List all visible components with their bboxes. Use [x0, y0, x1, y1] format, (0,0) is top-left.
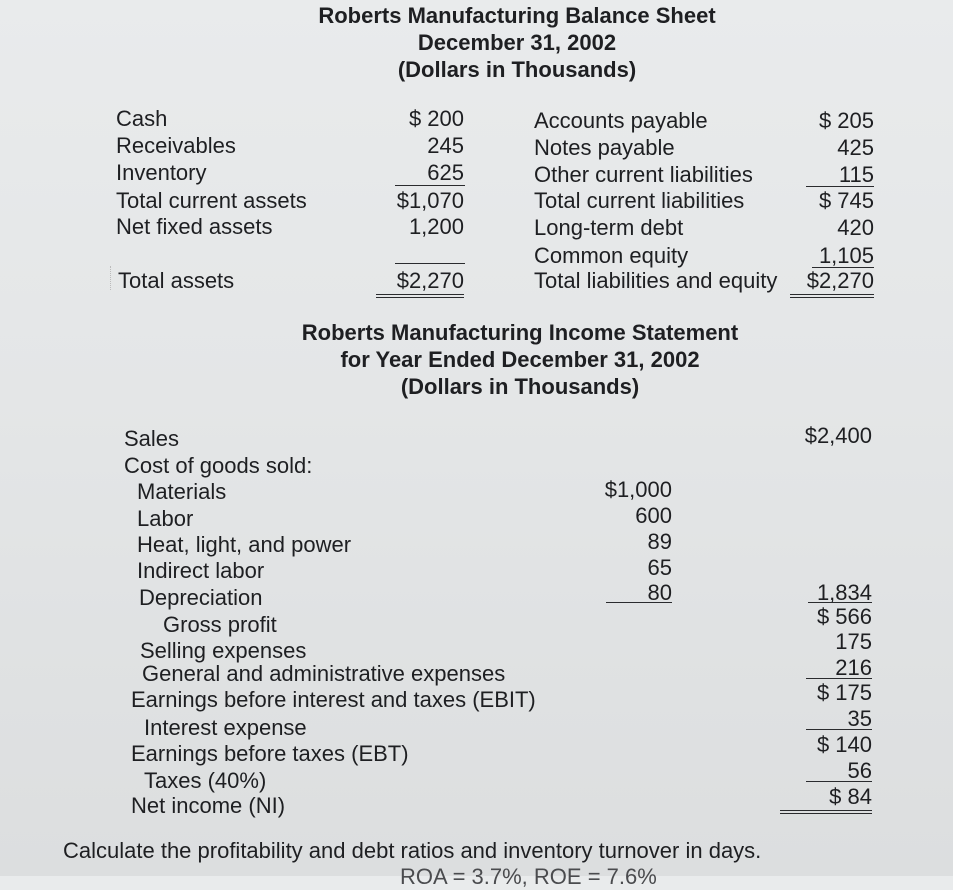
asset-label-total-assets: Total assets — [118, 268, 235, 293]
income-statement-title: Roberts Manufacturing Income Statement — [301, 320, 739, 345]
question-text: Calculate the profitability and debt ratios and inventory turnover in days. — [63, 838, 762, 863]
balance-sheet-title: Roberts Manufacturing Balance Sheet — [318, 3, 716, 28]
is-label-ebit: Earnings before interest and taxes (EBIT) — [131, 687, 536, 712]
depreciation-underline — [606, 602, 672, 603]
sales-value: $2,400 — [804, 423, 872, 448]
liab-value-long-term-debt: 420 — [837, 215, 874, 240]
cogs-label-depreciation: Depreciation — [139, 585, 263, 610]
is-value-interest-expense: 35 — [847, 706, 872, 731]
liab-label-long-term-debt: Long-term debt — [534, 215, 684, 240]
asset-label-receivables: Receivables — [116, 133, 236, 158]
cogs-value-indirect-labor: 65 — [647, 555, 672, 580]
liab-label-notes-payable: Notes payable — [534, 135, 675, 160]
asset-value-net-fixed: 1,200 — [408, 214, 464, 239]
cogs-value-depreciation: 80 — [647, 580, 672, 605]
is-label-taxes: Taxes (40%) — [144, 768, 267, 793]
income-statement-period: for Year Ended December 31, 2002 — [340, 347, 700, 372]
liab-label-total-liab-equity: Total liabilities and equity — [534, 268, 778, 293]
net-fixed-underline — [395, 263, 465, 264]
is-value-ebt: $ 140 — [816, 732, 872, 757]
cogs-label-labor: Labor — [137, 506, 194, 531]
is-label-net-income: Net income (NI) — [131, 793, 286, 818]
asset-value-total-assets: $2,270 — [376, 268, 464, 298]
cogs-total-value: 1,834 — [816, 580, 872, 605]
cogs-value-materials: $1,000 — [604, 477, 672, 502]
asset-value-inventory: 625 — [427, 160, 464, 185]
cogs-label-heat: Heat, light, and power — [137, 532, 352, 557]
liab-value-accounts-payable: $ 205 — [818, 108, 874, 133]
asset-label-net-fixed: Net fixed assets — [116, 214, 273, 239]
is-label-selling-expenses: Selling expenses — [140, 638, 307, 663]
taxes-underline — [806, 781, 872, 782]
cogs-value-heat: 89 — [647, 529, 672, 554]
cogs-header: Cost of goods sold: — [124, 453, 313, 478]
balance-sheet-date: December 31, 2002 — [417, 30, 617, 55]
liab-value-total-current: $ 745 — [818, 188, 874, 213]
is-label-ga-expenses: General and administrative expenses — [142, 661, 506, 686]
cogs-label-materials: Materials — [137, 479, 227, 504]
liab-value-total-liab-equity: $2,270 — [790, 268, 874, 298]
scan-artifact-line — [110, 266, 111, 290]
liab-label-common-equity: Common equity — [534, 243, 689, 268]
income-statement-units: (Dollars in Thousands) — [400, 374, 640, 399]
liab-label-other-current: Other current liabilities — [534, 162, 753, 187]
asset-label-inventory: Inventory — [116, 160, 207, 185]
is-label-gross-profit: Gross profit — [163, 612, 277, 637]
ga-underline — [806, 678, 872, 679]
is-value-taxes: 56 — [847, 758, 872, 783]
cogs-label-indirect-labor: Indirect labor — [137, 558, 265, 583]
is-value-ebit: $ 175 — [816, 680, 872, 705]
is-label-ebt: Earnings before taxes (EBT) — [131, 741, 409, 766]
asset-label-cash: Cash — [116, 106, 168, 131]
asset-value-total-current: $1,070 — [396, 188, 464, 213]
is-value-selling-expenses: 175 — [835, 629, 872, 654]
cogs-total-underline — [808, 602, 872, 603]
asset-value-receivables: 245 — [427, 133, 464, 158]
is-value-net-income: $ 84 — [780, 784, 872, 814]
partial-answer-text: ROA = 3.7%, ROE = 7.6% — [400, 864, 657, 889]
balance-sheet-units: (Dollars in Thousands) — [397, 57, 637, 82]
asset-label-total-current: Total current assets — [116, 188, 307, 213]
is-value-gross-profit: $ 566 — [816, 604, 872, 629]
liab-label-total-current: Total current liabilities — [534, 188, 745, 213]
interest-underline — [806, 729, 872, 730]
is-value-ga-expenses: 216 — [835, 655, 872, 680]
other-current-underline — [806, 186, 874, 187]
cogs-value-labor: 600 — [635, 503, 672, 528]
liab-label-accounts-payable: Accounts payable — [534, 108, 708, 133]
inventory-underline — [395, 185, 465, 186]
is-label-interest-expense: Interest expense — [144, 715, 307, 740]
sales-label: Sales — [124, 426, 180, 451]
liab-value-common-equity: 1,105 — [818, 243, 874, 268]
liab-value-notes-payable: 425 — [837, 135, 874, 160]
liab-value-other-current: 115 — [838, 162, 874, 187]
asset-value-cash: $ 200 — [408, 106, 464, 131]
